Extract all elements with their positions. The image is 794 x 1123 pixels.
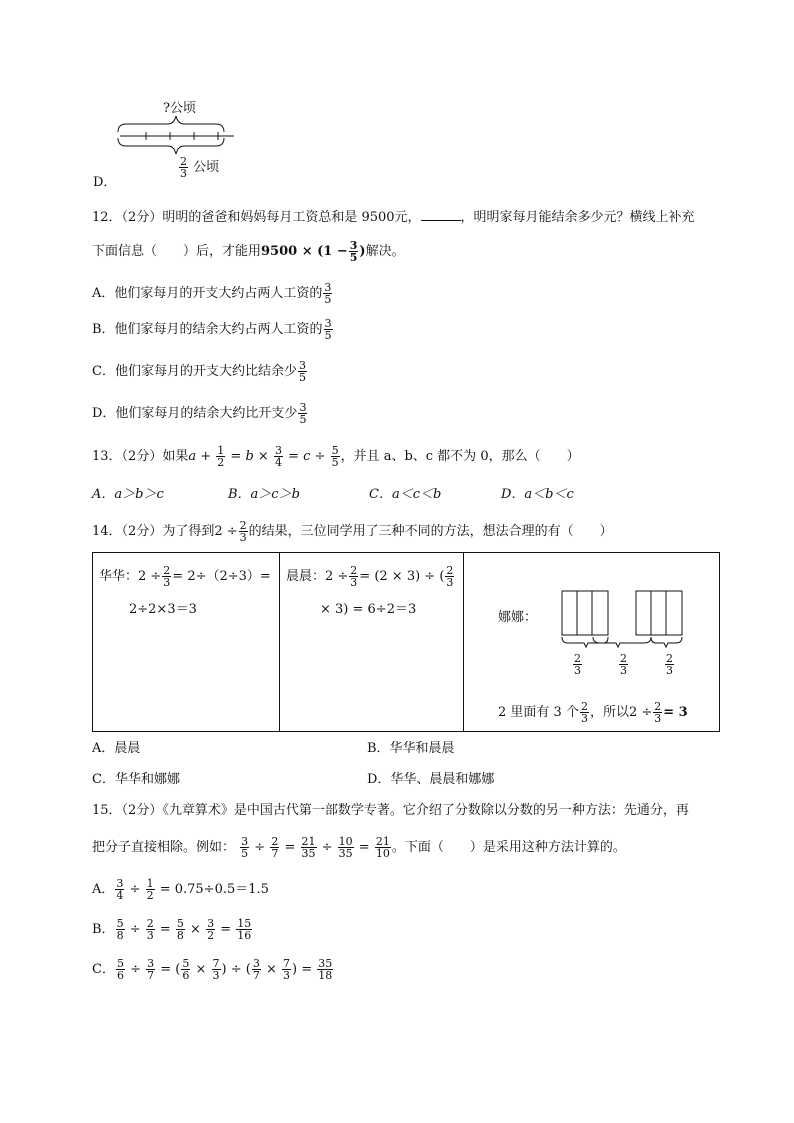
cell-chenchen: 晨晨：2 ÷ $\frac{2}{3}$ = (2 × 3) ÷ ( $\frac{2}{3}$ × 3) = 6÷2＝3 bbox=[280, 553, 464, 732]
q14-stem: 14．（2分）为了得到2 ÷ $\frac{2}{3}$ 的结果，三位同学用了三种不同的方法，想法合理的有（ ） bbox=[92, 519, 613, 544]
cell-huahua: 华华：2 ÷ $\frac{2}{3}$ = 2÷（2÷3）= 2÷2×3＝3 bbox=[93, 553, 280, 732]
q15-option-b[interactable]: B． $\frac{5}{8}$ ÷ $\frac{2}{3}$ = $\frac{5}{8}$ × $\frac{3}{2}$ = $\frac{15}{16}$ bbox=[92, 917, 252, 942]
q15-option-c[interactable]: C． $\frac{5}{6}$ ÷ $\frac{3}{7}$ = ( $\frac{5}{6}$ × $\frac{7}{3}$ ) ÷ ( $\frac{3}{7}$ × $\frac{7}{3}$ ) = $\frac{35}{18}$ bbox=[92, 957, 333, 982]
q15-line2: 把分子直接相除。例如： $\frac{3}{5}$ ÷ $\frac{2}{7}$ = $\frac{21}{35}$ ÷ $\frac{10}{35}$ = $\frac{21}{10}$ 。下面（ ）是采用这种方法计算的。 bbox=[92, 835, 626, 860]
q12-option-b[interactable]: B．他们家每月的结余大约占两人工资的 $\frac{3}{5}$ bbox=[92, 317, 332, 342]
q12-line2: 下面信息（ ）后，才能用9500 × (1 − $\frac{3}{5}$ )解决。 bbox=[92, 239, 405, 264]
question-text-label: ?公顷 bbox=[163, 101, 196, 116]
q14-option-a[interactable]: A．晨晨 bbox=[92, 741, 141, 756]
q15-option-a[interactable]: A． $\frac{3}{4}$ ÷ $\frac{1}{2}$ = 0.75÷0.5＝1.5 bbox=[92, 877, 269, 902]
q12-option-d[interactable]: D．他们家每月的结余大约比开支少 $\frac{3}{5}$ bbox=[92, 401, 307, 426]
bar-diagram bbox=[112, 112, 237, 162]
q13-option-a[interactable]: A．a＞b＞c bbox=[92, 487, 164, 502]
q13-option-b[interactable]: B．a＞c＞b bbox=[228, 487, 300, 502]
q12-option-a[interactable]: A．他们家每月的开支大约占两人工资的 $\frac{3}{5}$ bbox=[92, 281, 332, 306]
q13-stem: 13．（2分）如果a + $\frac{1}{2}$ = b × $\frac{3}{4}$ = c ÷ $\frac{5}{5}$ ，并且 a、b、c 都不为 0，那么（ ） bbox=[92, 444, 580, 469]
q14-option-c[interactable]: C．华华和娜娜 bbox=[92, 772, 180, 787]
q14-option-b[interactable]: B．华华和晨晨 bbox=[367, 741, 455, 756]
cell-nana: 娜娜： $\frac{2}{3}$ $\frac{2}{3}$ $\frac{2}{3}$ 2 里面有 3 个 $\frac{2}{3}$ ，所以2 ÷ $\frac{2}{3}$ = 3 bbox=[464, 553, 720, 732]
fraction: $\frac{2}{3}$ bbox=[180, 155, 187, 180]
answer-blank bbox=[421, 206, 461, 221]
methods-table bbox=[92, 552, 720, 732]
q15-line1: 15．（2分）《九章算术》是中国古代第一部数学专著。它介绍了分数除以分数的另一种方法：先通分，再 bbox=[92, 803, 689, 818]
q12-line1: 12．（2分）明明的爸爸和妈妈每月工资总和是 9500元， ，明明家每月能结余多少元？横线上补充 bbox=[92, 206, 695, 227]
option-d-label: D． bbox=[93, 175, 117, 190]
bottom-quantity: $\frac{2}{3}$ 公顷 bbox=[180, 155, 220, 180]
q14-option-d[interactable]: D．华华、晨晨和娜娜 bbox=[367, 772, 495, 787]
q12-option-c[interactable]: C．他们家每月的开支大约比结余少 $\frac{3}{5}$ bbox=[92, 359, 306, 384]
q13-option-d[interactable]: D．a＜b＜c bbox=[501, 487, 574, 502]
q13-option-c[interactable]: C．a＜c＜b bbox=[369, 487, 442, 502]
